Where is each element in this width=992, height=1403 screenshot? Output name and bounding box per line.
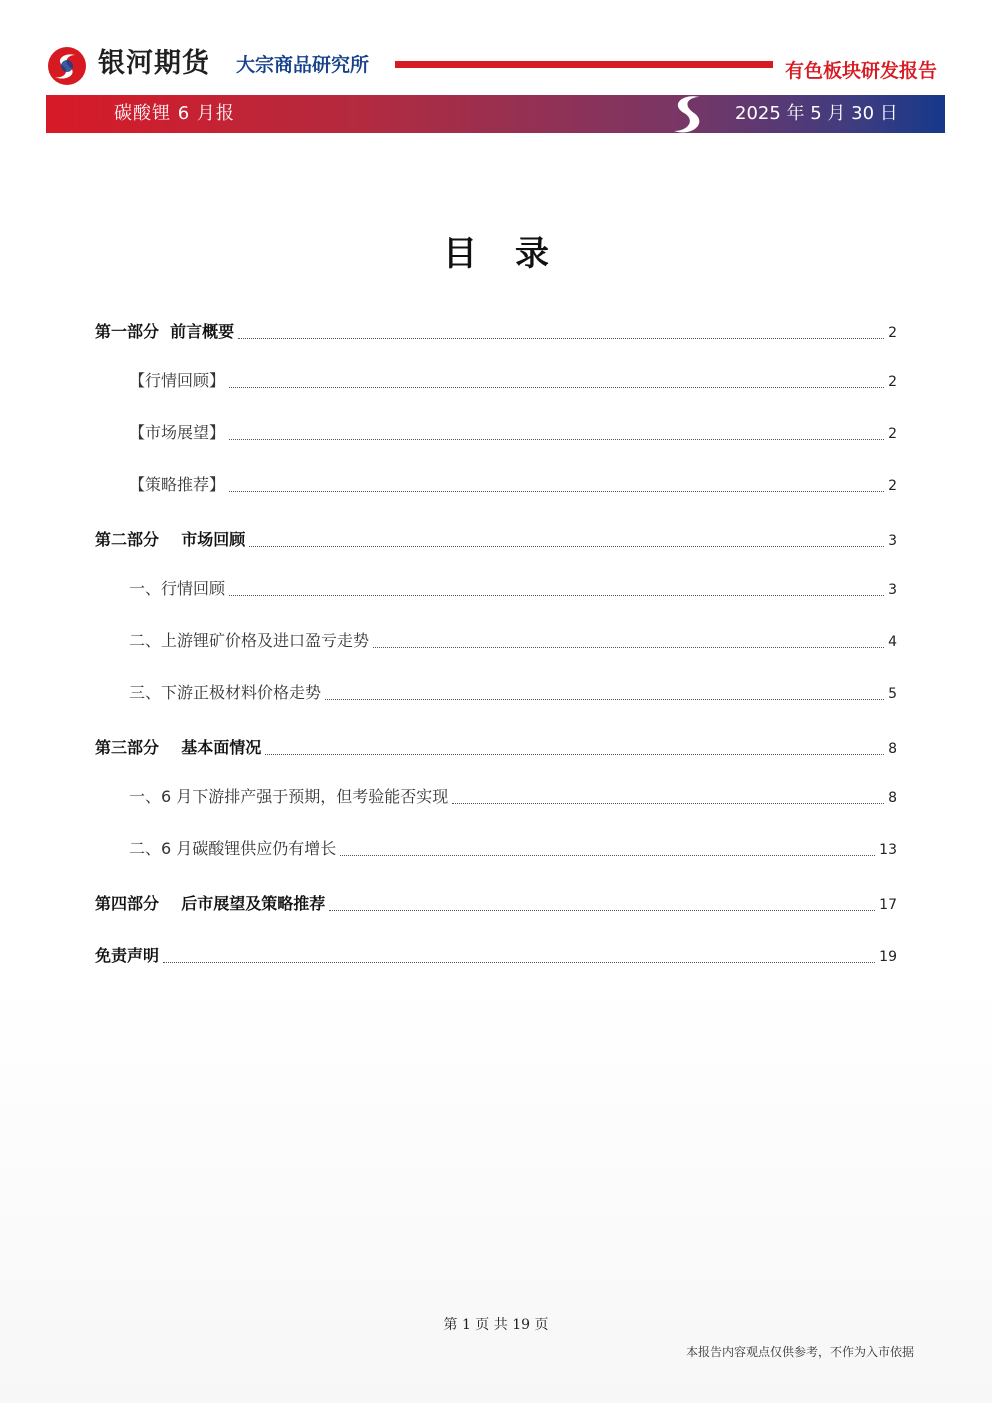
toc-entry-page: 2 — [888, 374, 897, 390]
toc-entry-label: 一、行情回顾 — [129, 579, 226, 598]
toc-leader — [265, 754, 884, 755]
footer-disclaimer: 本报告内容观点仅供参考，不作为入市依据 — [686, 1345, 915, 1359]
toc-entry-page: 2 — [888, 325, 897, 341]
toc-entry[interactable] — [95, 837, 897, 861]
toc-entry[interactable] — [95, 892, 897, 916]
toc-entry[interactable] — [95, 785, 897, 809]
toc-entry-page: 5 — [888, 686, 897, 702]
toc-entry-page: 3 — [888, 582, 897, 598]
toc-entry[interactable] — [95, 320, 897, 344]
toc-entry-page: 4 — [888, 634, 897, 650]
report-date: 2025 年 5 月 30 日 — [735, 103, 898, 124]
toc-entry[interactable] — [95, 528, 897, 552]
toc-entry-label: 第四部分 后市展望及策略推荐 — [95, 894, 326, 913]
toc-entry-label: 第一部分 前言概要 — [95, 322, 235, 341]
toc-entry-label: 【市场展望】 — [129, 423, 226, 442]
toc-entry-label: 三、下游正极材料价格走势 — [129, 683, 322, 702]
toc-entry[interactable] — [95, 681, 897, 705]
toc-entry-label: 免责声明 — [95, 946, 160, 965]
header-divider — [395, 61, 773, 68]
toc-leader — [229, 491, 884, 492]
toc-entry-label: 一、6 月下游排产强于预期，但考验能否实现 — [129, 787, 449, 806]
institute-name: 大宗商品研究所 — [236, 54, 370, 76]
toc-leader — [238, 338, 884, 339]
toc-entry-page: 2 — [888, 426, 897, 442]
toc-entry-page: 8 — [888, 741, 897, 757]
toc-leader — [373, 647, 884, 648]
toc-entry[interactable] — [95, 577, 897, 601]
toc-heading: 目录 — [443, 234, 587, 274]
header-banner — [46, 95, 945, 133]
toc-entry[interactable] — [95, 369, 897, 393]
toc-entry-page: 17 — [879, 897, 897, 913]
toc-entry[interactable] — [95, 473, 897, 497]
brand-name: 银河期货 — [98, 48, 210, 79]
toc-entry-label: 第二部分 市场回顾 — [95, 530, 246, 549]
toc-entry-label: 【行情回顾】 — [129, 371, 226, 390]
toc-leader — [229, 439, 884, 440]
toc-leader — [229, 387, 884, 388]
toc-entry[interactable] — [95, 944, 897, 968]
swoosh-logo-icon — [666, 93, 710, 135]
toc-entry-label: 二、6 月碳酸锂供应仍有增长 — [129, 839, 337, 858]
toc-entry-page: 3 — [888, 533, 897, 549]
toc-entry-page: 2 — [888, 478, 897, 494]
toc-entry[interactable] — [95, 421, 897, 445]
toc-entry-label: 二、上游锂矿价格及进口盈亏走势 — [129, 631, 370, 650]
toc-entry-page: 8 — [888, 790, 897, 806]
toc-leader — [229, 595, 884, 596]
toc-entry-page: 13 — [879, 842, 897, 858]
toc-leader — [163, 962, 875, 963]
toc-leader — [329, 910, 875, 911]
toc-leader — [452, 803, 884, 804]
page-number: 第 1 页 共 19 页 — [443, 1317, 549, 1333]
toc-entry[interactable] — [95, 736, 897, 760]
toc-entry-label: 【策略推荐】 — [129, 475, 226, 494]
report-type: 有色板块研发报告 — [785, 60, 938, 82]
toc-entry-page: 19 — [879, 949, 897, 965]
toc-entry[interactable] — [95, 629, 897, 653]
report-title: 碳酸锂 6 月报 — [114, 103, 235, 124]
toc-leader — [325, 699, 884, 700]
toc-entry-label: 第三部分 基本面情况 — [95, 738, 262, 757]
toc-leader — [340, 855, 875, 856]
galaxy-logo-icon — [46, 46, 88, 86]
toc-leader — [249, 546, 884, 547]
